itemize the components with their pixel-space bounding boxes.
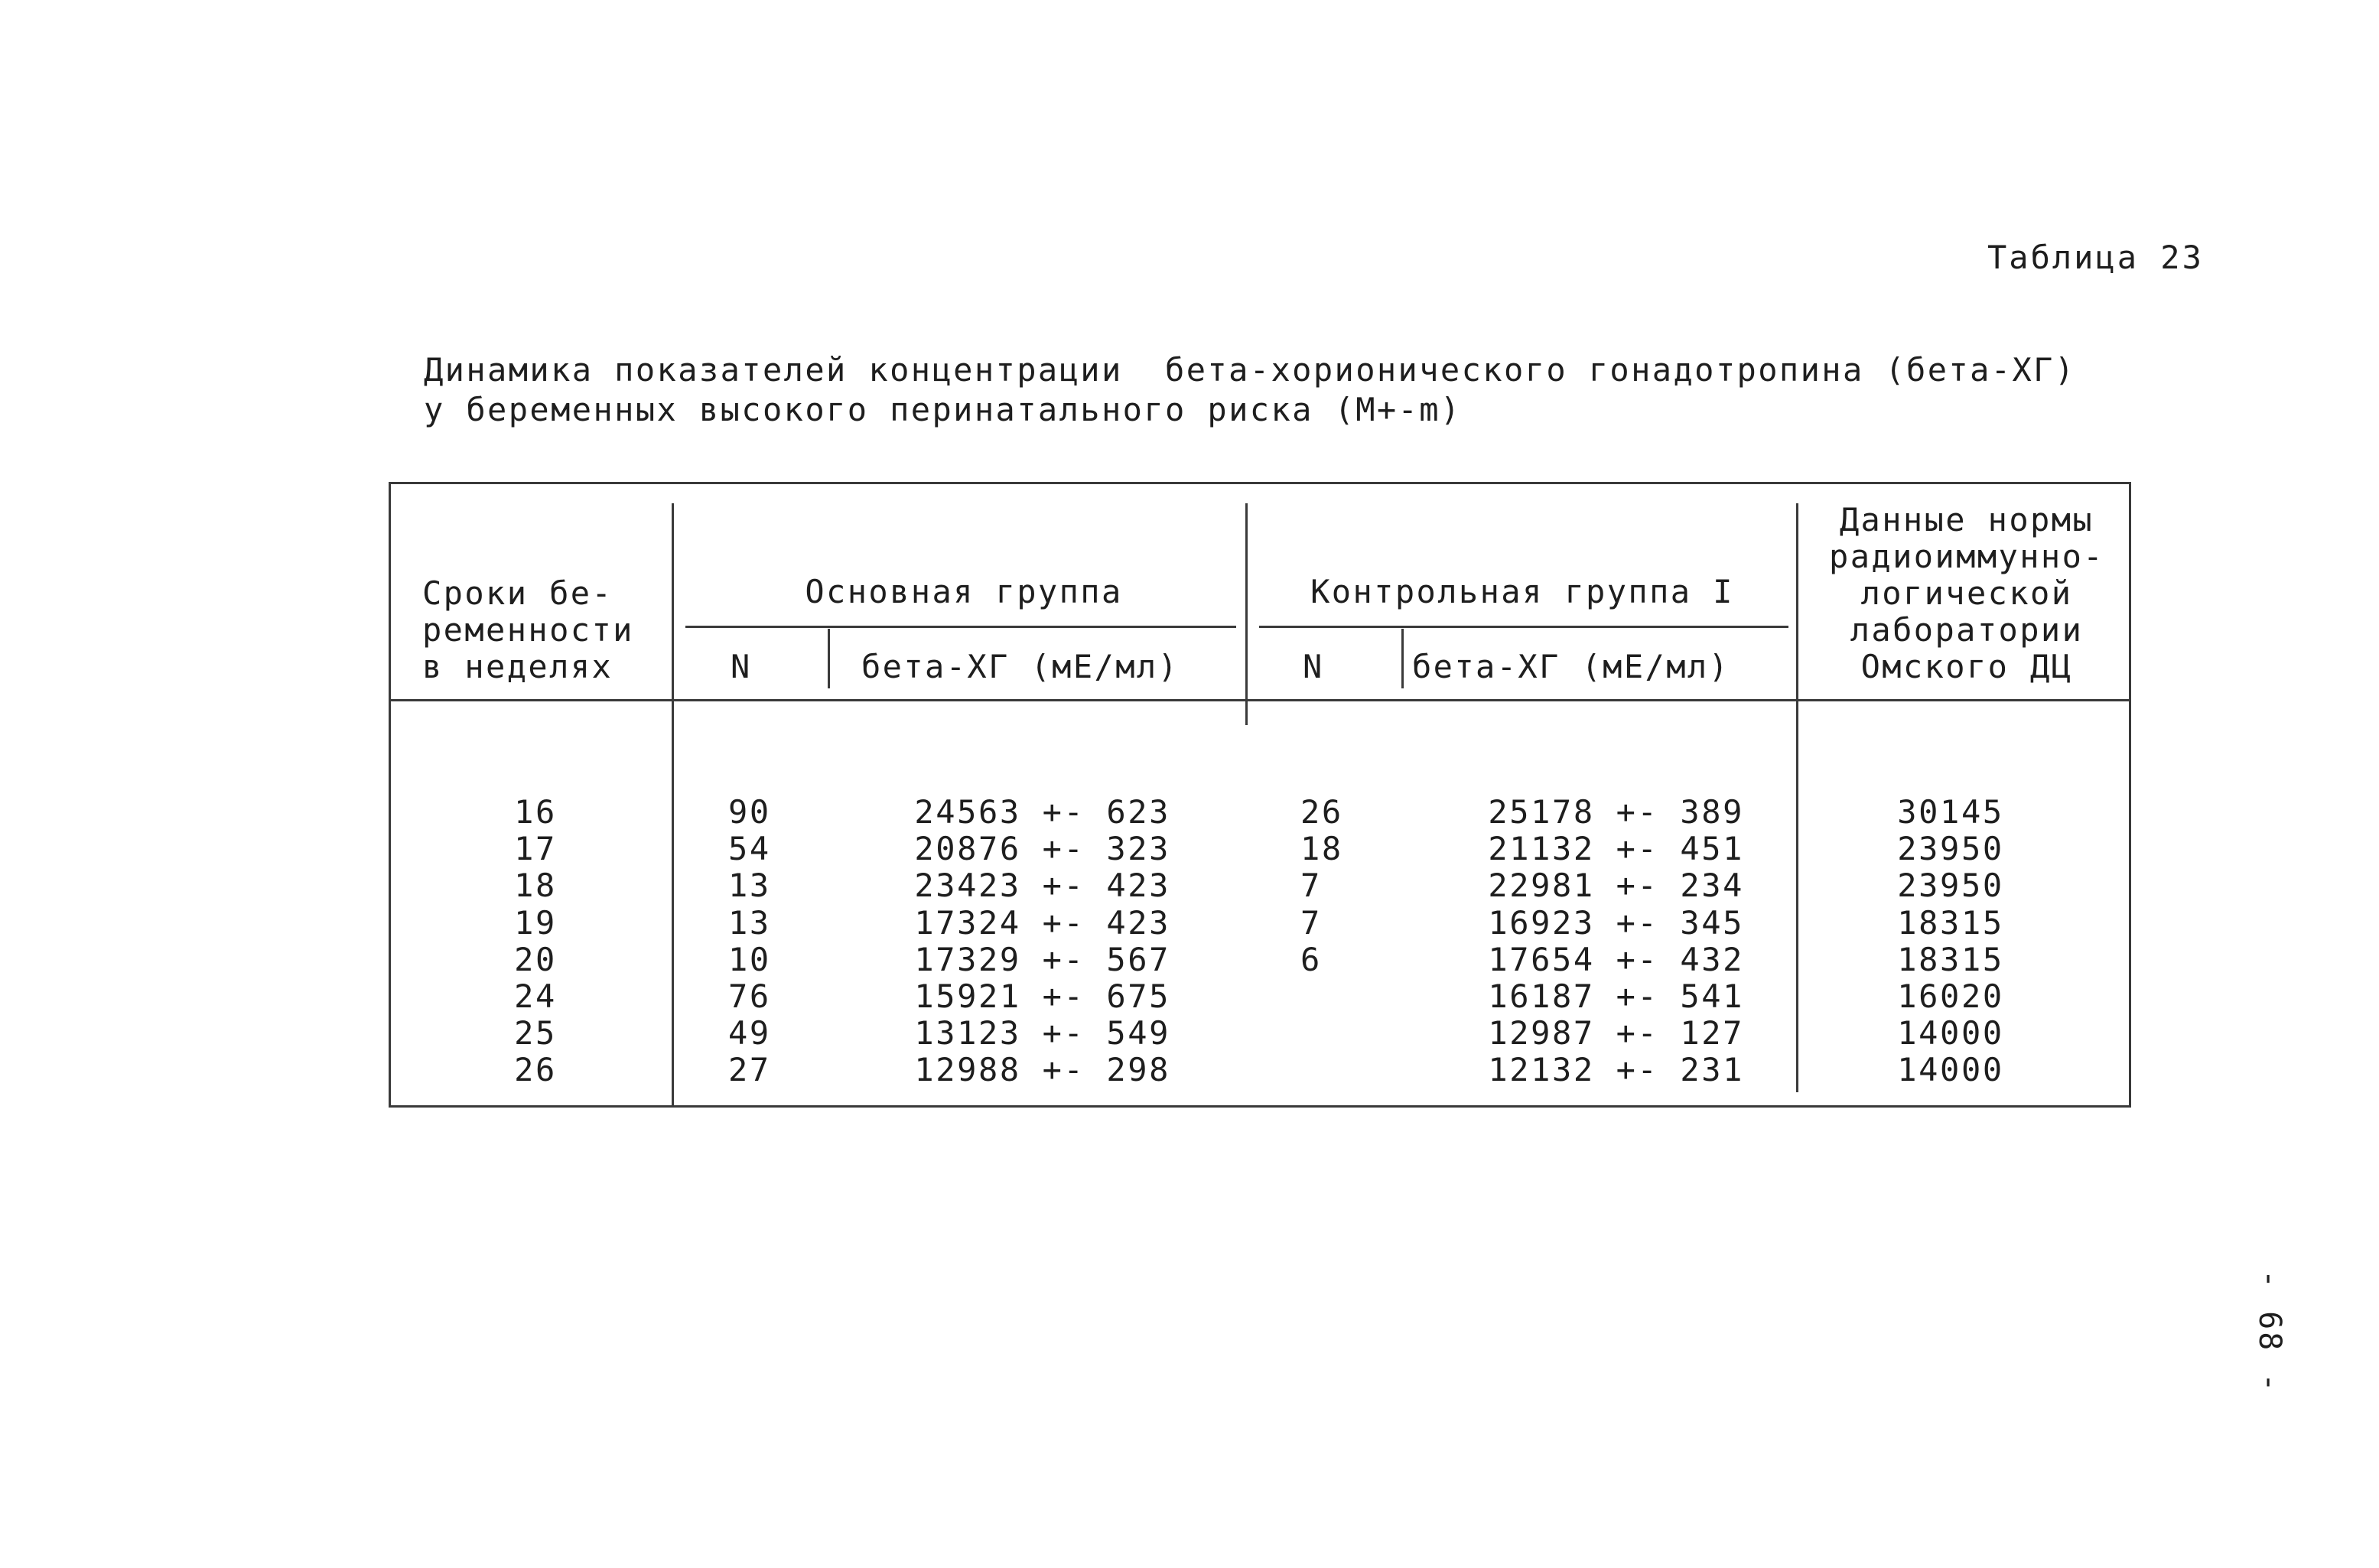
cell-week: 17 [514, 830, 557, 868]
column-divider-main [1245, 503, 1248, 725]
header-control-value: бета-ХГ (мЕ/мл) [1412, 648, 1730, 685]
cell-control-n: 26 [1300, 793, 1343, 831]
table-row [0, 942, 2379, 978]
cell-week: 19 [514, 903, 557, 942]
table-row [0, 1052, 2379, 1088]
cell-week: 26 [514, 1051, 557, 1089]
cell-norm: 18315 [1897, 940, 2004, 978]
cell-week: 24 [514, 977, 557, 1015]
cell-control-value: 12132 +- 231 [1488, 1051, 1744, 1089]
header-bottom-rule [389, 699, 2131, 701]
cell-control-value: 17654 +- 432 [1488, 940, 1744, 978]
table-caption [424, 350, 2076, 430]
cell-main-value: 24563 +- 623 [914, 793, 1170, 831]
header-weeks-line-1: Сроки бе- [422, 574, 613, 612]
cell-norm: 23950 [1897, 867, 2004, 905]
table-row [0, 867, 2379, 904]
header-norm [1802, 502, 2131, 685]
table-row [0, 905, 2379, 942]
cell-main-n: 10 [728, 940, 771, 978]
header-norm-line-5: Омского ДЦ [1860, 648, 2073, 685]
cell-control-n: 6 [1300, 940, 1322, 978]
table-row [0, 831, 2379, 867]
header-main-value: бета-ХГ (мЕ/мл) [861, 648, 1180, 685]
cell-control-n: 7 [1300, 903, 1322, 942]
column-divider-control-n [1401, 629, 1404, 688]
subheader-divider-control [1259, 626, 1788, 628]
cell-control-n: 18 [1300, 830, 1343, 868]
cell-main-value: 17324 +- 423 [914, 903, 1170, 942]
cell-norm: 14000 [1897, 1014, 2004, 1052]
cell-main-value: 23423 +- 423 [914, 867, 1170, 905]
table-row [0, 794, 2379, 831]
header-norm-line-4: лаборатории [1850, 611, 2084, 649]
table-row [0, 978, 2379, 1015]
cell-week: 25 [514, 1014, 557, 1052]
header-weeks-line-3: в неделях [422, 648, 613, 685]
caption-line-1: Динамика показателей концентрации бета-хорионического гонадотропина (бета-ХГ) [424, 351, 2076, 389]
cell-norm: 14000 [1897, 1051, 2004, 1089]
header-weeks [422, 575, 634, 685]
cell-control-value: 16923 +- 345 [1488, 903, 1744, 942]
subheader-divider-main [685, 626, 1236, 628]
header-main-n: N [731, 648, 752, 685]
cell-norm: 16020 [1897, 977, 2004, 1015]
cell-week: 20 [514, 940, 557, 978]
caption-line-2: у беременных высокого перинатального риска (М+-m) [424, 391, 1462, 428]
cell-control-value: 21132 +- 451 [1488, 830, 1744, 868]
header-control-n: N [1303, 648, 1324, 685]
cell-control-value: 25178 +- 389 [1488, 793, 1744, 831]
cell-main-value: 12988 +- 298 [914, 1051, 1170, 1089]
cell-main-n: 54 [728, 830, 771, 868]
cell-control-value: 16187 +- 541 [1488, 977, 1744, 1015]
header-norm-line-3: логической [1860, 574, 2073, 612]
cell-main-value: 15921 +- 675 [914, 977, 1170, 1015]
column-divider-main-n [828, 629, 830, 688]
cell-main-n: 13 [728, 867, 771, 905]
cell-main-n: 76 [728, 977, 771, 1015]
header-norm-line-2: радиоиммунно- [1829, 538, 2104, 575]
page-number: - 68 - [2252, 1270, 2287, 1394]
header-control-group: Контрольная группа I [1310, 573, 1734, 610]
cell-norm: 18315 [1897, 903, 2004, 942]
header-weeks-line-2: ременности [422, 611, 634, 649]
header-norm-line-1: Данные нормы [1839, 501, 2094, 538]
cell-main-value: 17329 +- 567 [914, 940, 1170, 978]
cell-week: 18 [514, 867, 557, 905]
cell-main-value: 13123 +- 549 [914, 1014, 1170, 1052]
cell-norm: 23950 [1897, 830, 2004, 868]
table-row [0, 1015, 2379, 1052]
cell-norm: 30145 [1897, 793, 2004, 831]
cell-control-value: 22981 +- 234 [1488, 867, 1744, 905]
header-main-group: Основная группа [805, 573, 1123, 610]
cell-main-n: 90 [728, 793, 771, 831]
cell-control-n: 7 [1300, 867, 1322, 905]
cell-main-n: 13 [728, 903, 771, 942]
cell-main-n: 49 [728, 1014, 771, 1052]
table-body [0, 794, 2379, 1089]
cell-control-value: 12987 +- 127 [1488, 1014, 1744, 1052]
table-number: Таблица 23 [1987, 239, 2204, 276]
cell-main-value: 20876 +- 323 [914, 830, 1170, 868]
cell-main-n: 27 [728, 1051, 771, 1089]
cell-week: 16 [514, 793, 557, 831]
